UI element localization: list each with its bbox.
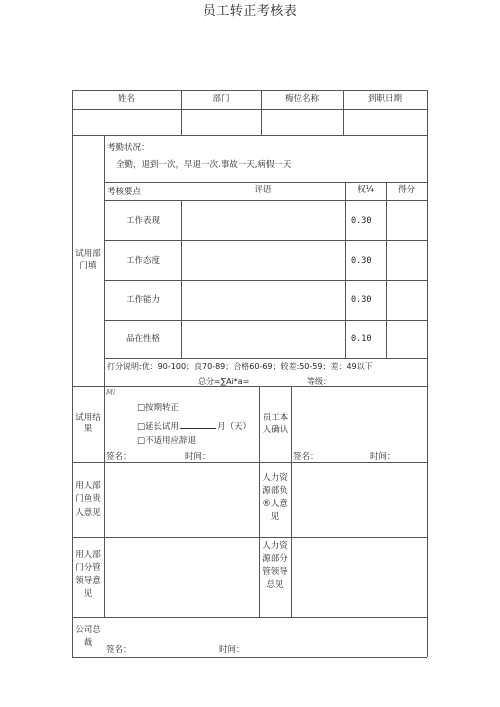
option-dismiss[interactable] [137,436,196,446]
comment-field[interactable] [182,201,344,239]
option-label: 延长试用 [145,422,180,432]
trial-dept-label: 试用部门填 [75,249,101,271]
trial-result-label: 试用结果 [75,412,101,434]
col-score: 得分 [397,185,415,196]
scoring-note: 打分说明:优：90-100；良70-89；合格60-69；较差:50-59；差：49以下 [107,362,373,371]
option-suffix: 月（天） [217,422,252,432]
sign-label: 签名： [106,452,132,462]
comment-field[interactable] [182,241,344,279]
option-regular[interactable] [137,403,179,413]
item-weight: 0.30 [351,256,372,266]
header-name: 姓名 [117,93,135,104]
option-extend[interactable] [137,420,251,432]
president-time-label: 时间： [219,645,245,655]
item-weight: 0.10 [351,334,372,344]
col-comment: 评语 [254,185,272,196]
score-field[interactable] [387,241,426,279]
employee-confirm-label: 员工本人确认 [262,413,289,435]
header-position: 梅位名称 [284,93,319,104]
time-label: 时间： [185,452,211,462]
name-field[interactable] [72,109,181,135]
item-name: 品在性格 [126,334,161,344]
employee-time-label: 时间： [370,452,396,462]
checkbox-icon[interactable]: □ [137,422,146,432]
checkbox-icon[interactable]: □ [137,436,146,446]
item-name: 工作态度 [126,256,161,266]
form-title: 员工转正考核表 [202,4,298,19]
president-sign-label: 签名： [106,645,132,655]
president-label: 公司总裁 [75,624,101,648]
score-field[interactable] [387,281,426,319]
hr-head-opinion-label: 人力资源部负®人意见 [262,472,288,523]
position-field[interactable] [261,109,343,135]
hr-leader-opinion-label: 人力资源部分管领导总见 [262,540,288,591]
item-weight: 0.30 [351,295,372,305]
hr-head-opinion-field[interactable] [292,463,426,536]
checkbox-icon[interactable]: □ [137,403,146,413]
option-label: 按期转正 [145,403,180,413]
extension-months-field[interactable] [180,420,216,429]
dept-head-opinion-field[interactable] [105,463,258,536]
option-label: 不适用应辞退 [145,436,197,446]
dept-head-opinion-label: 用人部门鱼贵人意见 [75,481,101,518]
employee-sign-label: 签名： [293,452,319,462]
item-weight: 0.30 [351,216,372,226]
header-department: 部门 [212,93,230,104]
total-score-label: 总分=∑Ai*a= [198,377,250,386]
handwritten-mark: Mi [106,388,116,397]
score-field[interactable] [387,321,426,357]
comment-field[interactable] [182,321,344,357]
attendance-text: 全勤，退到一次，早退一次.事故一天,病假一天 [116,160,292,170]
department-field[interactable] [181,109,261,135]
item-name: 工作能力 [126,295,161,305]
header-hire-date: 到职日期 [367,93,402,104]
dept-leader-opinion-field[interactable] [105,538,258,616]
item-name: 工作表现 [126,216,161,226]
hire-date-field[interactable] [343,109,427,135]
hr-leader-opinion-field[interactable] [292,538,426,616]
attendance-label: 考勤状况： [107,143,150,153]
dept-leader-opinion-label: 用人部门分管领导意见 [75,549,101,600]
col-assessment-point: 考核要点 [107,187,142,197]
comment-field[interactable] [182,281,344,319]
col-weight: 权¼ [357,185,374,196]
score-field[interactable] [387,201,426,239]
grade-label: 等级： [307,377,331,386]
